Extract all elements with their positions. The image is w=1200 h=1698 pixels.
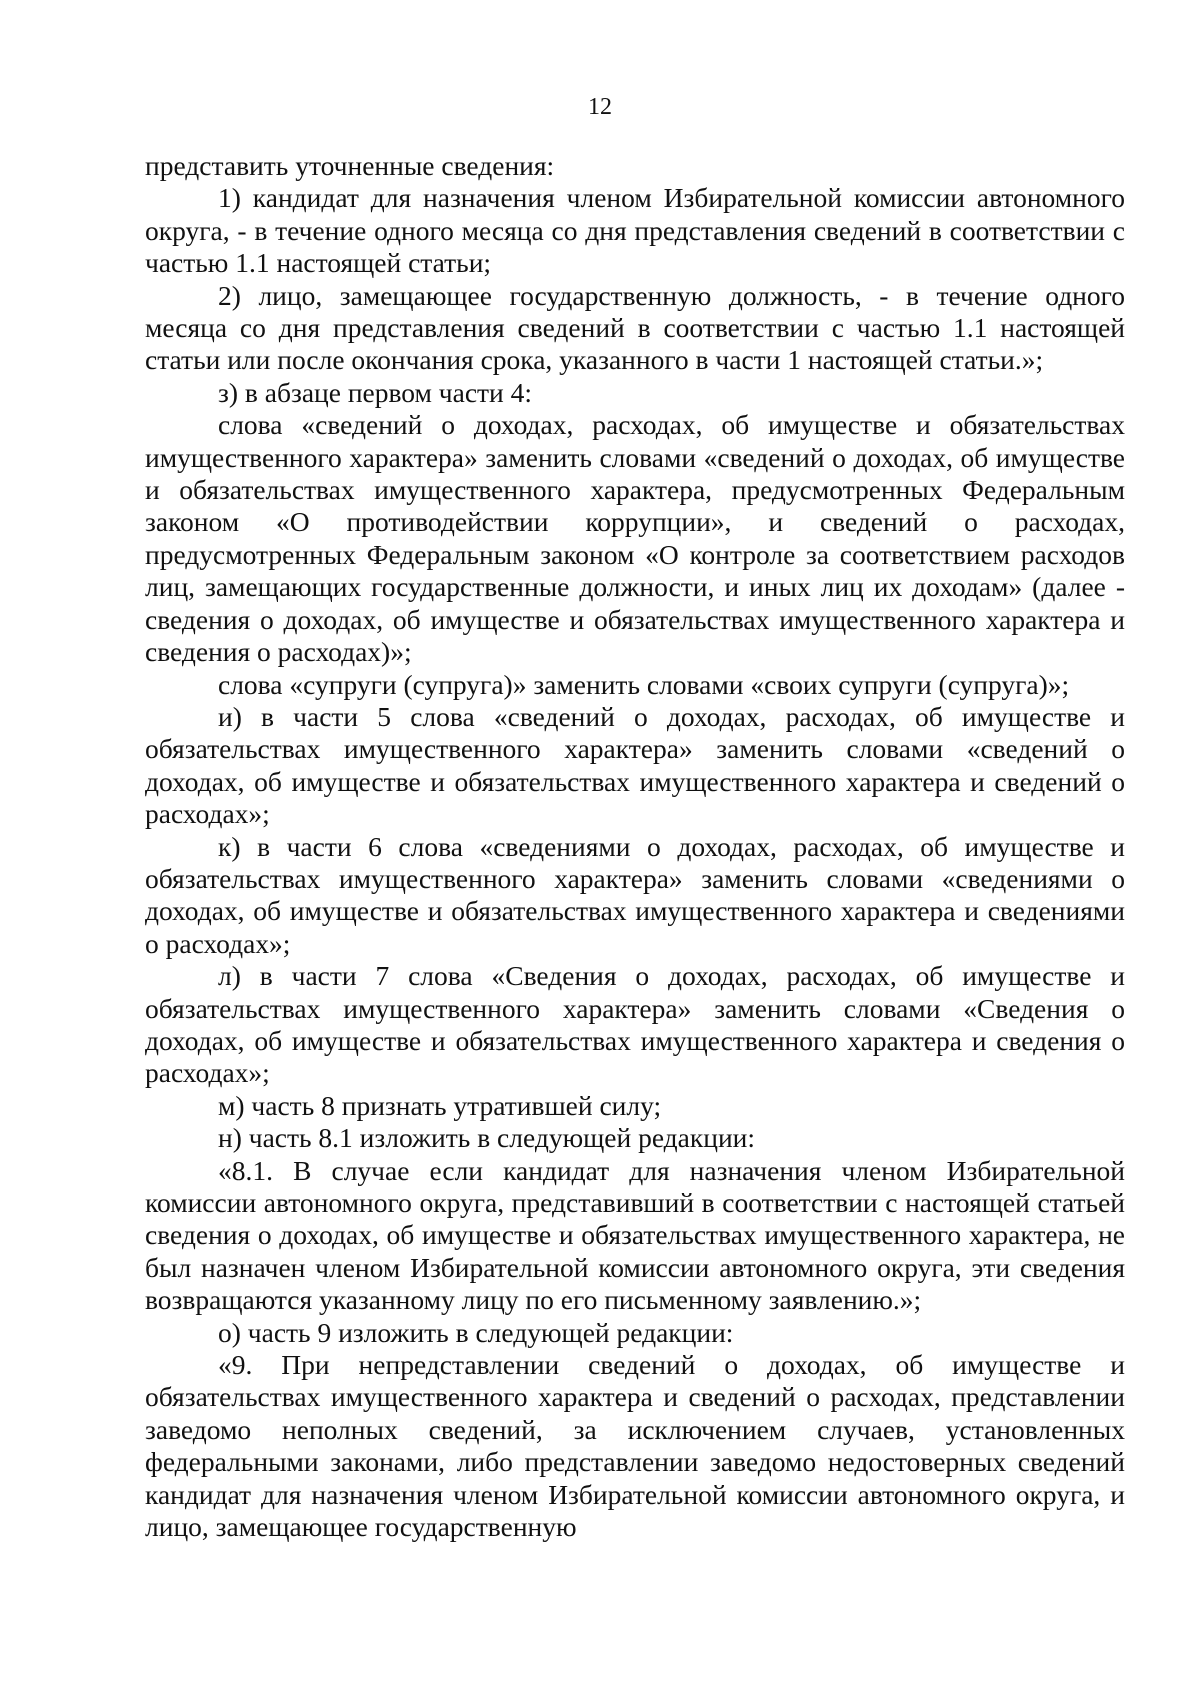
paragraph-spouse-replacement: слова «супруги (супруга)» заменить словами «своих супруги (супруга)»; xyxy=(218,668,1070,700)
document-body xyxy=(145,150,1125,1543)
paragraph-part-8-1: «8.1. В случае если кандидат для назначения членом Избирательной комиссии автономного округа, представивший в соответствии с настоящей статьей сведения о доходах, об имуществе и обязательствах имущественного характера, не был назначен членом Избирательной комиссии автономного округа, эти сведения возвращаются указанному лицу по его письменному заявлению.»; xyxy=(145,1154,1125,1316)
paragraph-part-9: «9. При непредставлении сведений о доходах, об имуществе и обязательствах имущественного характера и сведений о расходах, представлении заведомо неполных сведений, за исключением случаев, установленных федеральными законами, либо представлении заведомо недостоверных сведений кандидат для назначения членом Избирательной комиссии автономного округа, и лицо, замещающее государственную xyxy=(145,1349,1125,1543)
page-number: 12 xyxy=(588,94,612,120)
paragraph-item-2: 2) лицо, замещающее государственную должность, - в течение одного месяца со дня представления сведений в соответствии с частью 1.1 настоящей статьи или после окончания срока, указанного в части 1 настоящей статьи.»; xyxy=(145,279,1125,376)
paragraph-words-replacement: слова «сведений о доходах, расходах, об имуществе и обязательствах имущественного характера» заменить словами «сведений о доходах, об имуществе и обязательствах имущественного характера, предусмотренных Федеральным законом «О противодействии коррупции», и сведений о расходах, предусмотренных Федеральным законом «О контроле за соответствием расходов лиц, замещающих государственные должности, и иных лиц их доходам» (далее - сведения о доходах, об имуществе и обязательствах имущественного характера и сведения о расходах)»; xyxy=(145,409,1125,668)
paragraph-subitem-l: л) в части 7 слова «Сведения о доходах, расходах, об имуществе и обязательствах имущественного характера» заменить словами «Сведения о доходах, об имуществе и обязательствах имущественного характера и сведения о расходах»; xyxy=(145,960,1125,1089)
paragraph-item-1: 1) кандидат для назначения членом Избирательной комиссии автономного округа, - в течение одного месяца со дня представления сведений в соответствии с частью 1.1 настоящей статьи; xyxy=(145,182,1125,279)
paragraph-subitem-i: и) в части 5 слова «сведений о доходах, расходах, об имуществе и обязательствах имущественного характера» заменить словами «сведений о доходах, об имуществе и обязательствах имущественного характера и сведений о расходах»; xyxy=(145,700,1125,830)
paragraph-continuation: представить уточненные сведения: xyxy=(145,150,555,181)
paragraph-subitem-n: н) часть 8.1 изложить в следующей редакции: xyxy=(218,1122,756,1154)
paragraph-subitem-k: к) в части 6 слова «сведениями о доходах, расходах, об имуществе и обязательствах имущественного характера» заменить словами «сведениями о доходах, об имуществе и обязательствах имущественного характера и сведениями о расходах»; xyxy=(145,830,1125,959)
paragraph-subitem-z: з) в абзаце первом части 4: xyxy=(218,376,533,408)
paragraph-subitem-o: о) часть 9 изложить в следующей редакции: xyxy=(218,1316,734,1348)
paragraph-subitem-m: м) часть 8 признать утратившей силу; xyxy=(218,1089,662,1121)
